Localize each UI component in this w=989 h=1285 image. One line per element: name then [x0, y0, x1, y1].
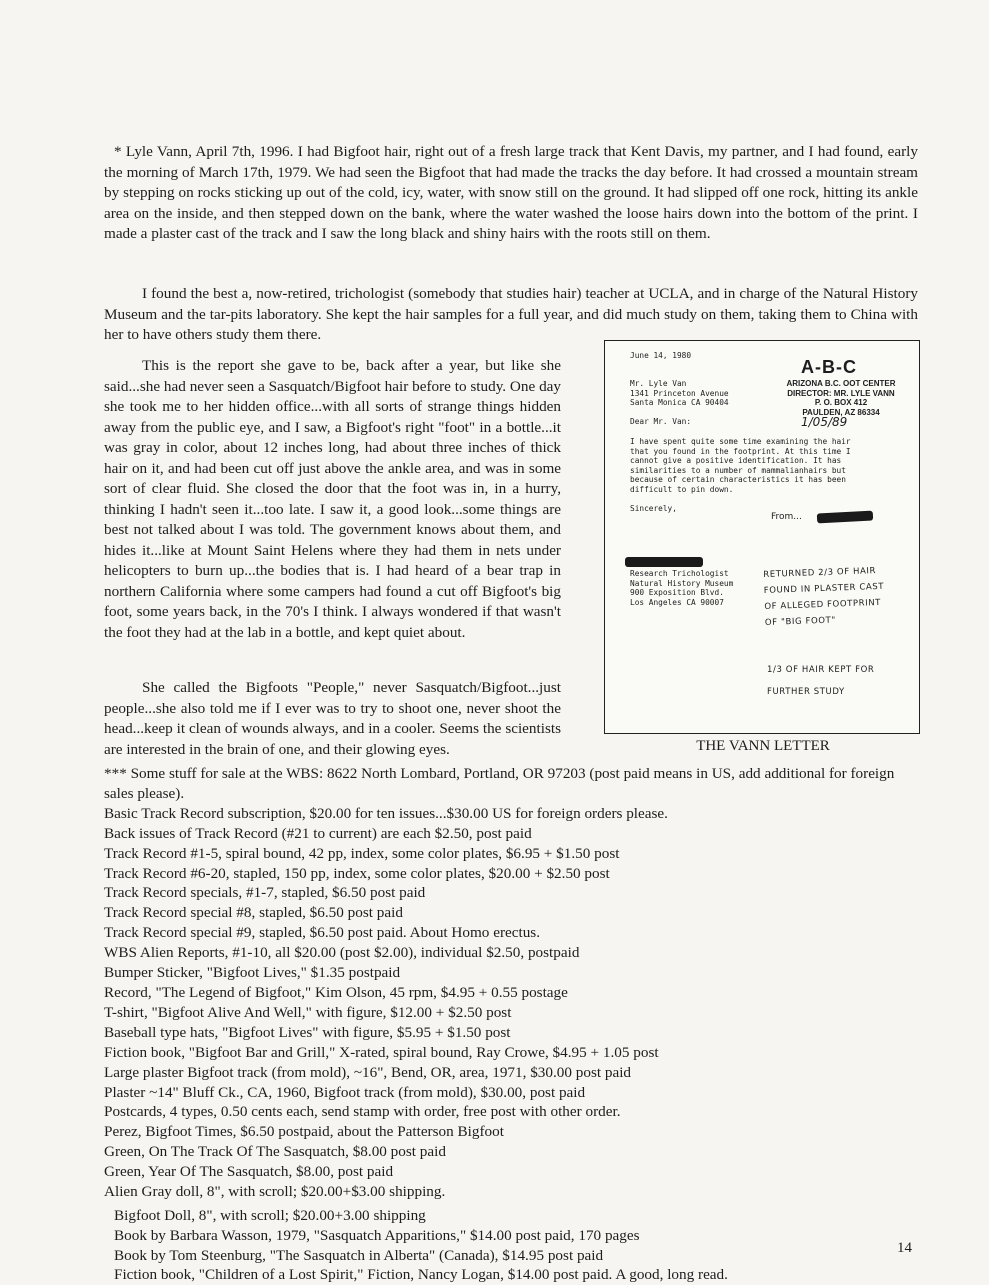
letter-salutation: Dear Mr. Van: — [630, 417, 692, 426]
list-item: Green, On The Track Of The Sasquatch, $8.00 post paid — [104, 1143, 446, 1161]
vann-letter-image — [604, 340, 920, 734]
letter-sender-line: Natural History Museum — [630, 578, 734, 588]
page-number: 14 — [897, 1240, 912, 1256]
letter-addressee — [630, 379, 760, 408]
letter-addressee-line: Santa Monica CA 90404 — [630, 398, 729, 408]
letter-handwritten-note — [763, 562, 915, 631]
letter-sender-line: Los Angeles CA 90007 — [630, 597, 724, 607]
list-item: Back issues of Track Record (#21 to current) are each $2.50, post paid — [104, 824, 532, 842]
letter-addressee-line: 1341 Princeton Avenue — [630, 388, 729, 398]
list-item: Track Record #1-5, spiral bound, 42 pp, index, some color plates, $6.95 + $1.50 post — [104, 844, 620, 862]
letter-org — [771, 379, 911, 417]
list-item: T-shirt, "Bigfoot Alive And Well," with figure, $12.00 + $2.50 post — [104, 1003, 512, 1021]
list-item: Track Record special #8, stapled, $6.50 post paid — [104, 904, 403, 922]
letter-sender-line: 900 Exposition Blvd. — [630, 588, 724, 598]
list-item: Plaster ~14" Bluff Ck., CA, 1960, Bigfoot track (from mold), $30.00, post paid — [104, 1083, 586, 1101]
list-item: Basic Track Record subscription, $20.00 for ten issues...$30.00 US for foreign orders please. — [104, 804, 668, 822]
list-item: Fiction book, "Children of a Lost Spirit," Fiction, Nancy Logan, $14.00 post paid. A good, long read. — [114, 1266, 728, 1284]
list-item: Perez, Bigfoot Times, $6.50 postpaid, about the Patterson Bigfoot — [104, 1123, 504, 1141]
note-line: FURTHER STUDY — [767, 687, 845, 697]
list-item: Book by Barbara Wasson, 1979, "Sasquatch Apparitions," $14.00 post paid, 170 pages — [114, 1226, 640, 1244]
list-item: Track Record specials, #1-7, stapled, $6.50 post paid — [104, 884, 426, 902]
list-item: Green, Year Of The Sasquatch, $8.00, post paid — [104, 1163, 394, 1181]
sale-list — [104, 764, 904, 1202]
redaction-mark — [625, 557, 703, 567]
list-item: Postcards, 4 types, 0.50 cents each, send stamp with order, free post with other order. — [104, 1103, 621, 1121]
list-item: Fiction book, "Bigfoot Bar and Grill," X-rated, spiral bound, Ray Crowe, $4.95 + 1.05 post — [104, 1043, 659, 1061]
letter-org-line: DIRECTOR: MR. LYLE VANN — [787, 388, 895, 398]
letter-addressee-line: Mr. Lyle Van — [630, 379, 687, 388]
letter-date: June 14, 1980 — [630, 351, 692, 360]
list-item: *** Some stuff for sale at the WBS: 8622 North Lombard, Portland, OR 97203 (post paid means in US, add additional for foreign sales please). — [104, 765, 895, 802]
list-item: Large plaster Bigfoot track (from mold), ~16", Bend, OR, area, 1971, $30.00 post paid — [104, 1063, 632, 1081]
list-item: Alien Gray doll, 8", with scroll; $20.00+$3.00 shipping. — [104, 1183, 446, 1201]
list-item: Bumper Sticker, "Bigfoot Lives," $1.35 postpaid — [104, 964, 401, 982]
letter-org-line: PAULDEN, AZ 86334 — [802, 407, 880, 417]
note-line: 1/3 OF HAIR KEPT FOR — [767, 665, 875, 675]
paragraph-vann-account: * Lyle Vann, April 7th, 1996. I had Bigfoot hair, right out of a fresh large track that Kent Davis, my partner, and I had found, early the morning of March 17th, 1979. We had seen the Bigfoot that had made the tracks the day before. It had crossed a mountain stream by stepping on rocks sticking up out of the cold, icy, water, with snow still on the ground. It had slipped off one rock, hitting its ankle area on the inside, and then stepped down on the bank, where the water washed the loose hairs down into the bottom of the print. I made a plaster cast of the track and I saw the long black and shiny hairs with the roots still on them. — [104, 143, 918, 242]
list-item: Bigfoot Doll, 8", with scroll; $20.00+3.00 shipping — [114, 1207, 426, 1224]
note-line: FOUND IN PLASTER CAST — [763, 581, 885, 596]
sale-list-continued — [114, 1206, 914, 1285]
note-line: RETURNED 2/3 OF HAIR — [763, 566, 877, 580]
paragraph-report: This is the report she gave to be, back after a year, but like she said...she had never seen a Sasquatch/Bigfoot hair before to study. One day she took me to her hidden office...with all sorts of strange things hidden away from the public eye, and I saw, a Bigfoot's right "foot" in a bottle...it was gray in color, about 12 inches long, had about three inches of thick hair on it, and had been cut off just above the ankle area, and was in some sort of clear fluid. She closed the door that the foot was in, in a hurry, thinking I hadn't seen it...too late. I saw it, a good look...some things are best not talked about I was told. The government knows about them, and hides it...like at Mount Saint Helens where they had them in nets under helicopters to burn up...the bodies that is. I had heard of a bear trap in northern California where some campers had found a cut off Bigfoot's big foot, some years back, in the 70's I think. I always wondered if that wasn't the foot they had at the lab in a bottle, and kept quiet about. — [104, 357, 561, 641]
note-line: OF "BIG FOOT" — [764, 615, 837, 628]
paragraph-trichologist: I found the best a, now-retired, trichologist (somebody that studies hair) teacher at UCLA, and in charge of the Natural History Museum and the tar-pits laboratory. She kept the hair samples for a full year, and did much study on them, taking them to China with her to have others study them there. — [104, 285, 918, 343]
letter-closing: Sincerely, — [630, 504, 677, 513]
letter-sender — [630, 569, 760, 607]
letter-logo: A-B-C — [801, 357, 857, 377]
redaction-mark — [817, 511, 873, 524]
list-item: Track Record #6-20, stapled, 150 pp, index, some color plates, $20.00 + $2.50 post — [104, 864, 610, 882]
paragraph-people: She called the Bigfoots "People," never Sasquatch/Bigfoot...just people...she also told me if I ever was to try to shoot one, never shoot the head...keep it clean of wounds always, and in a cooler. Seems the scientists are interested in the brain of one, and their glowing eyes. — [104, 679, 561, 758]
note-line: OF ALLEGED FOOTPRINT — [764, 597, 882, 612]
letter-handwritten-date: 1/05/89 — [801, 415, 848, 429]
list-item: Baseball type hats, "Bigfoot Lives" with figure, $5.95 + $1.50 post — [104, 1023, 511, 1041]
letter-body: I have spent quite some time examining the hair that you found in the footprint. At this time I cannot give a positive identification. It has similarities to a number of mammalianhairs but because of certain characteristics it has been difficult to pin down. — [630, 437, 851, 494]
letter-caption: THE VANN LETTER — [696, 738, 830, 754]
letter-sender-line: Research Trichologist — [630, 569, 729, 578]
list-item: Book by Tom Steenburg, "The Sasquatch in Alberta" (Canada), $14.95 post paid — [114, 1246, 604, 1264]
list-item: WBS Alien Reports, #1-10, all $20.00 (post $2.00), individual $2.50, postpaid — [104, 944, 580, 962]
letter-org-line: P. O. BOX 412 — [814, 398, 868, 408]
list-item: Record, "The Legend of Bigfoot," Kim Olson, 45 rpm, $4.95 + 0.55 postage — [104, 983, 568, 1001]
letter-handwritten-note-2 — [767, 659, 917, 703]
letter-org-line: ARIZONA B.C. OOT CENTER — [786, 379, 896, 388]
letter-from-label: From... — [771, 512, 802, 522]
list-item: Track Record special #9, stapled, $6.50 post paid. About Homo erectus. — [104, 924, 541, 942]
